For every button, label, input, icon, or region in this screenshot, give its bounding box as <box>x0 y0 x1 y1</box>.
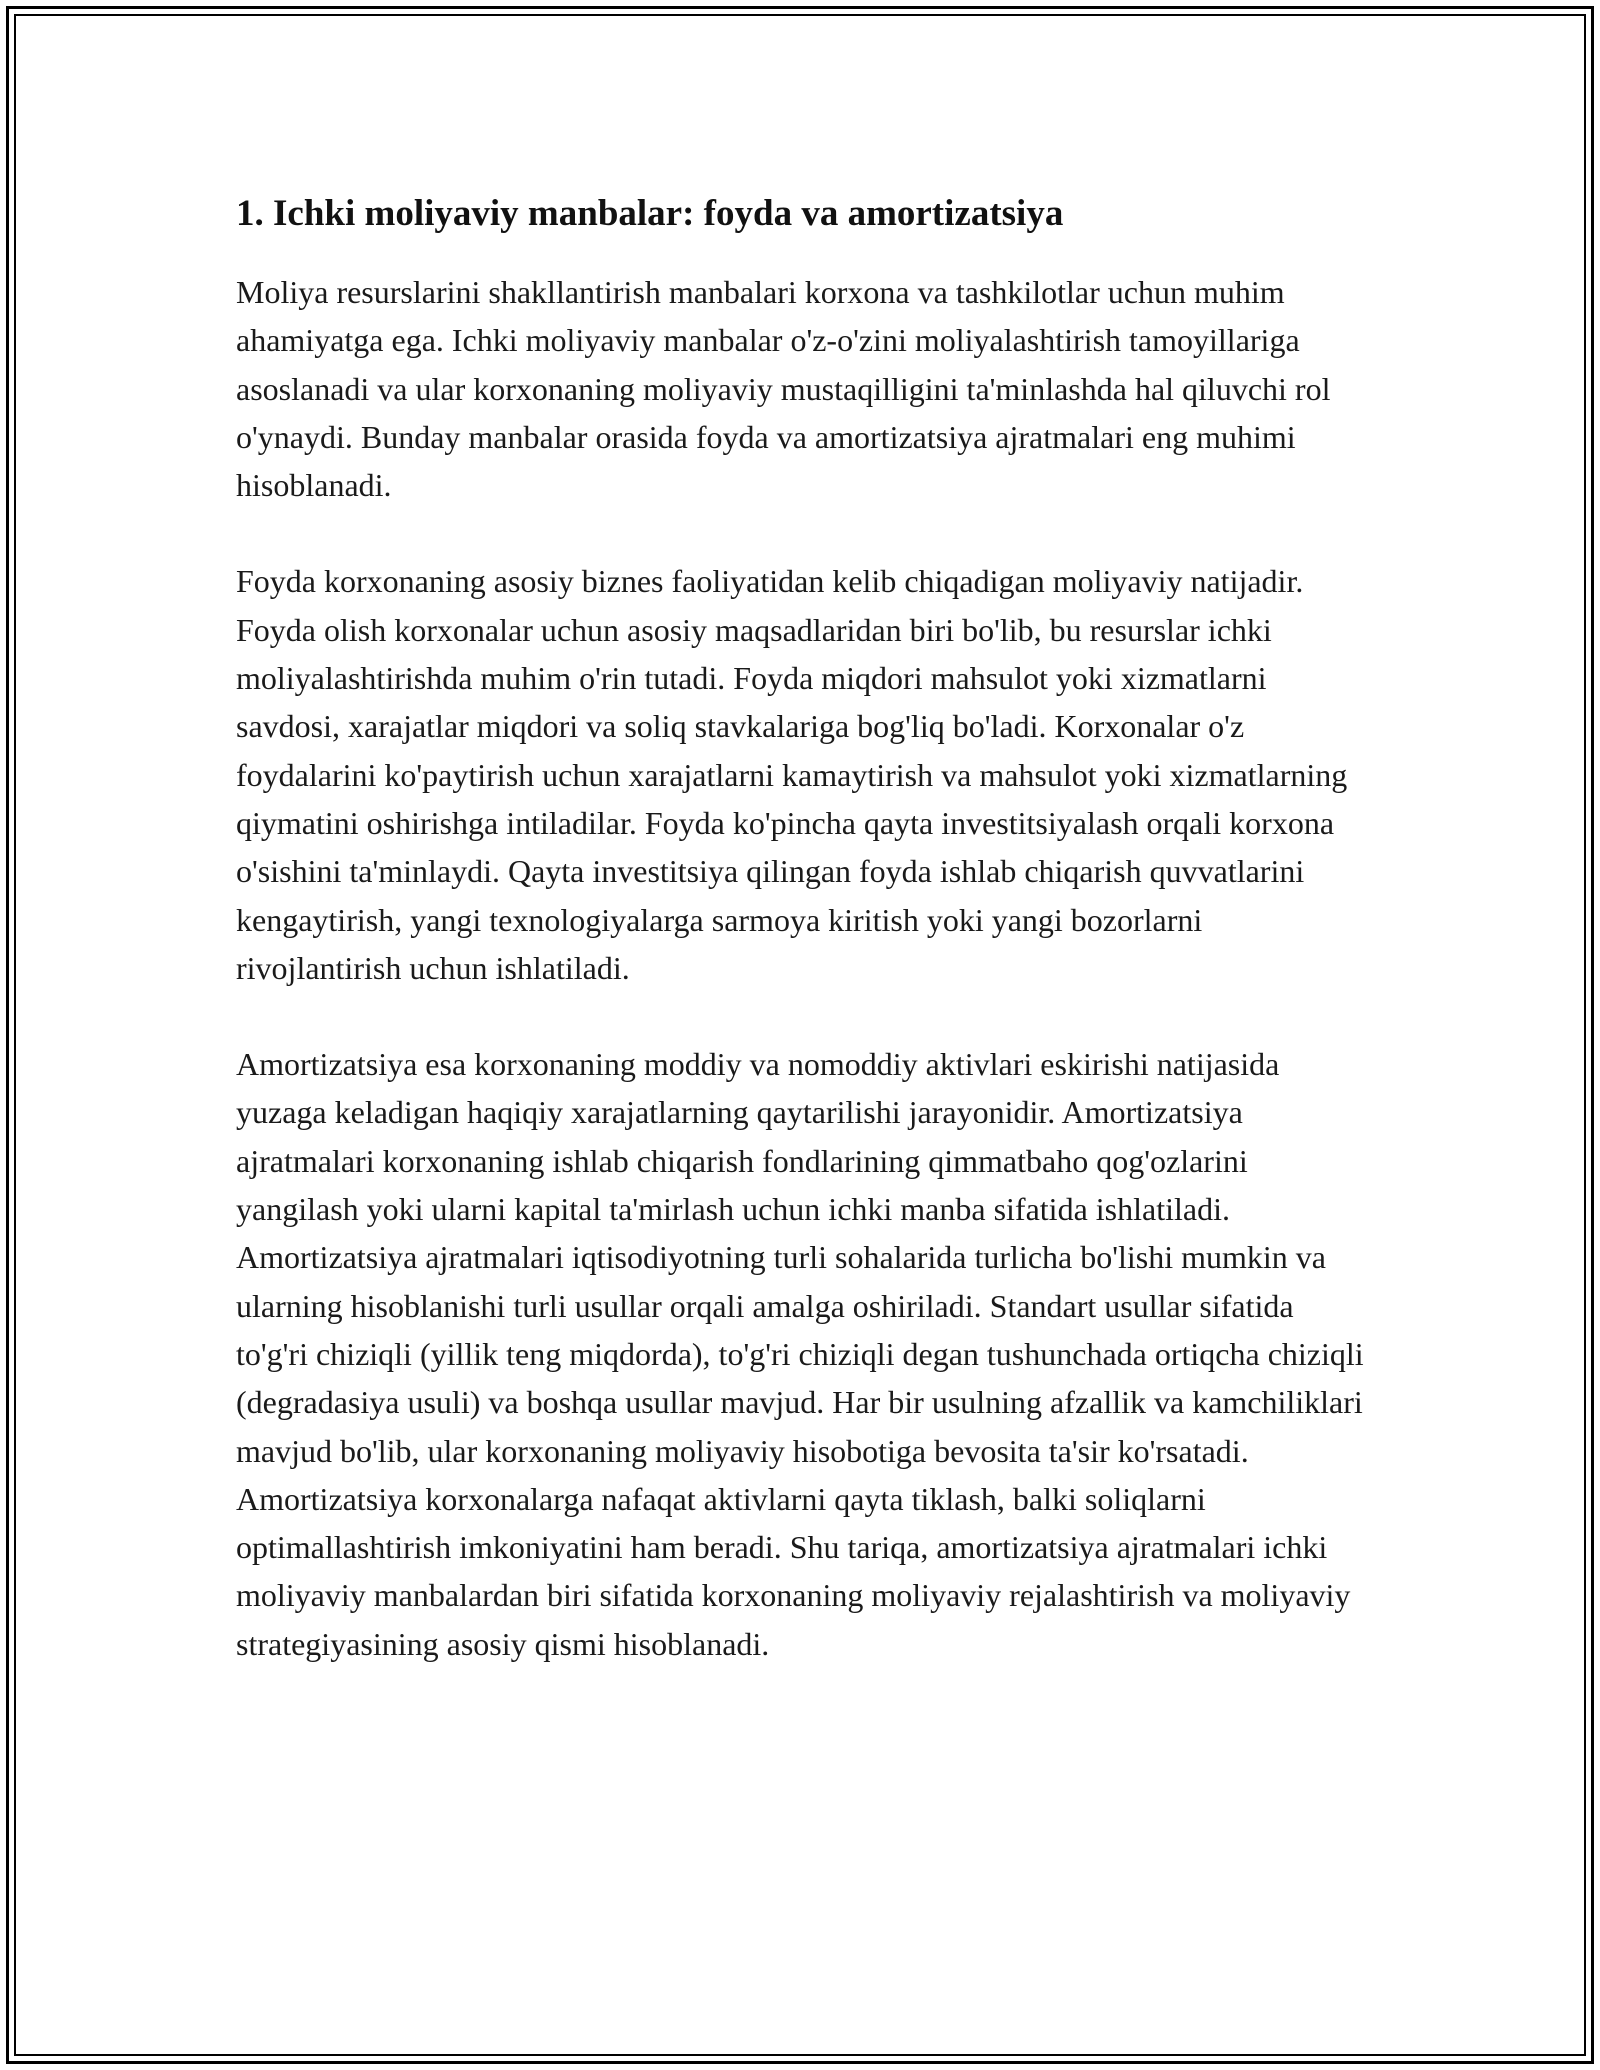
document-title: 1. Ichki moliyaviy manbalar: foyda va amortizatsiya <box>236 193 1064 234</box>
document-body <box>236 188 1366 1716</box>
paragraph-intro: Moliya resurslarini shakllantirish manbalari korxona va tashkilotlar uchun muhim ahamiyatga ega. Ichki moliyaviy manbalar o'z-o'zini moliyalashtirish tamoyillariga asoslanadi va ular korxonaning moliyaviy mustaqilligini ta'minlashda hal qiluvchi rol o'ynaydi. Bunday manbalar orasida foyda va amortizatsiya ajratmalari eng muhimi hisoblanadi. <box>236 274 1331 504</box>
paragraph-profit: Foyda korxonaning asosiy biznes faoliyatidan kelib chiqadigan moliyaviy natijadir. Foyda olish korxonalar uchun asosiy maqsadlaridan biri bo'lib, bu resurslar ichki moliyalashtirishda muhim o'rin tutadi. Foyda miqdori mahsulot yoki xizmatlarni savdosi, xarajatlar miqdori va soliq stavkalariga bog'liq bo'ladi. Korxonalar o'z foydalarini ko'paytirish uchun xarajatlarni kamaytirish va mahsulot yoki xizmatlarning qiymatini oshirishga intiladilar. Foyda ko'pincha qayta investitsiyalash orqali korxona o'sishini ta'minlaydi. Qayta investitsiya qilingan foyda ishlab chiqarish quvvatlarini kengaytirish, yangi texnologiyalarga sarmoya kiritish yoki yangi bozorlarni rivojlantirish uchun ishlatiladi. <box>236 563 1348 986</box>
paragraph-depreciation: Amortizatsiya esa korxonaning moddiy va nomoddiy aktivlari eskirishi natijasida yuzaga keladigan haqiqiy xarajatlarning qaytarilishi jarayonidir. Amortizatsiya ajratmalari korxonaning ishlab chiqarish fondlarining qimmatbaho qog'ozlarini yangilash yoki ularni kapital ta'mirlash uchun ichki manba sifatida ishlatiladi. Amortizatsiya ajratmalari iqtisodiyotning turli sohalarida turlicha bo'lishi mumkin va ularning hisoblanishi turli usullar orqali amalga oshiriladi. Standart usullar sifatida to'g'ri chiziqli (yillik teng miqdorda), to'g'ri chiziqli degan tushunchada ortiqcha chiziqli (degradasiya usuli) va boshqa usullar mavjud. Har bir usulning afzallik va kamchiliklari mavjud bo'lib, ular korxonaning moliyaviy hisobotiga bevosita ta'sir ko'rsatadi. Amortizatsiya korxonalarga nafaqat aktivlarni qayta tiklash, balki soliqlarni optimallashtirish imkoniyatini ham beradi. Shu tariqa, amortizatsiya ajratmalari ichki moliyaviy manbalardan biri sifatida korxonaning moliyaviy rejalashtirish va moliyaviy strategiyasining asosiy qismi hisoblanadi. <box>236 1046 1364 1662</box>
